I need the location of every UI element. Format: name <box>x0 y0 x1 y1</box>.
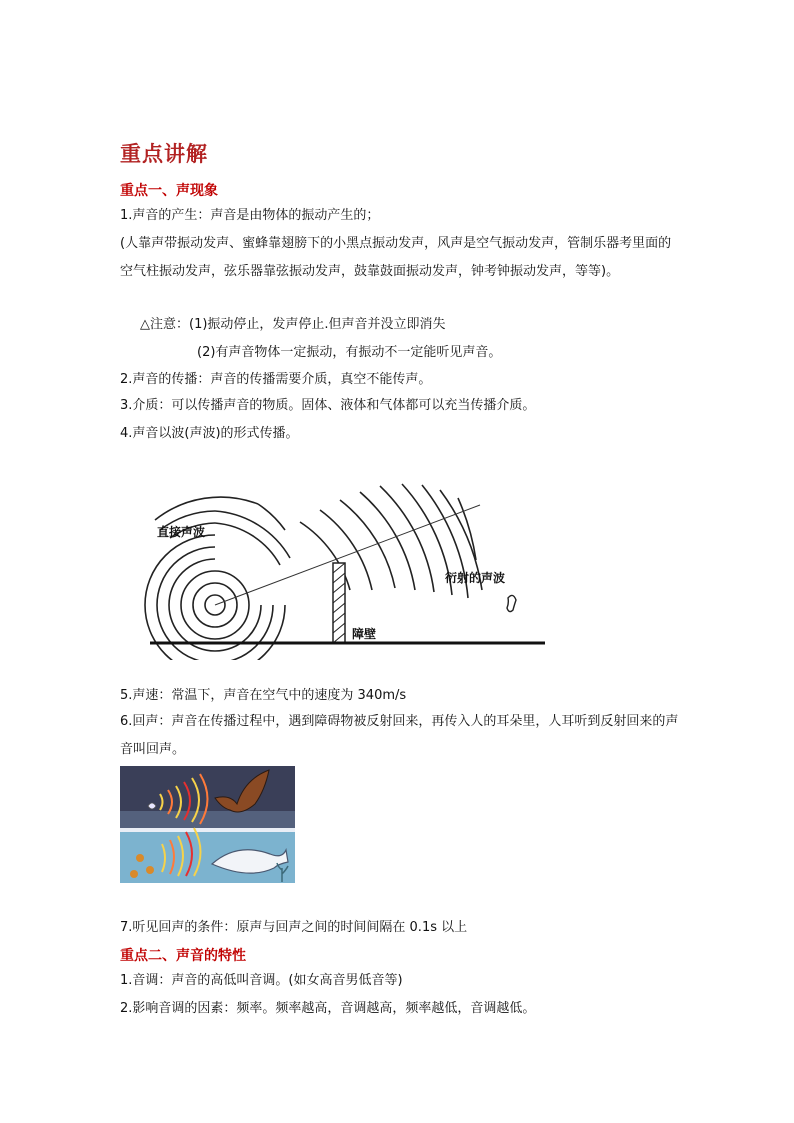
paragraph-sound-wave: 4.声音以波(声波)的形式传播。 <box>120 426 299 441</box>
label-barrier: 障壁 <box>352 627 377 641</box>
paragraph-sound-speed: 5.声速：常温下，声音在空气中的速度为 340m/s <box>120 688 407 703</box>
fish-icon <box>136 854 144 862</box>
paragraph-pitch-factors: 2.影响音调的因素：频率。频率越高，音调越高，频率越低，音调越低。 <box>120 1001 536 1016</box>
notice-line-2: (2)有声音物体一定振动，有振动不一定能听见声音。 <box>197 345 502 360</box>
paragraph-medium: 3.介质：可以传播声音的物质。固体、液体和气体都可以充当传播介质。 <box>120 398 536 413</box>
paragraph-sound-examples: (人靠声带振动发声、蜜蜂靠翅膀下的小黑点振动发声，风声是空气振动发声，管制乐器考里面的空气柱振动发声，弦乐器靠弦振动发声，鼓靠鼓面振动发声，钟考钟振动发声，等等)。 <box>120 236 672 279</box>
section-heading-1: 重点一、声现象 <box>120 183 218 199</box>
section-heading-2: 重点二、声音的特性 <box>120 948 246 964</box>
propagation-ray <box>215 505 480 605</box>
label-direct-wave: 直接声波 <box>157 525 206 539</box>
paragraph-echo-condition: 7.听见回声的条件：原声与回声之间的时间间隔在 0.1s 以上 <box>120 920 468 935</box>
paragraph-pitch: 1.音调：声音的高低叫音调。(如女高音男低音等) <box>120 973 403 988</box>
page-title: 重点讲解 <box>120 141 208 166</box>
label-diffracted-wave: 衍射的声波 <box>445 571 506 585</box>
ear-icon <box>507 595 516 611</box>
paragraph-echo: 6.回声：声音在传播过程中，遇到障碍物被反射回来，再传入人的耳朵里，人耳听到反射回来的声音叫回声。 <box>120 714 679 757</box>
paragraph-sound-propagation: 2.声音的传播：声音的传播需要介质，真空不能传声。 <box>120 372 432 387</box>
notice-line-1: △注意：(1)振动停止，发声停止.但声音并没立即消失 <box>140 317 446 332</box>
echolocation-illustration <box>120 766 295 883</box>
paragraph-sound-production: 1.声音的产生：声音是由物体的振动产生的； <box>120 208 380 223</box>
sound-diffraction-figure <box>140 470 560 660</box>
